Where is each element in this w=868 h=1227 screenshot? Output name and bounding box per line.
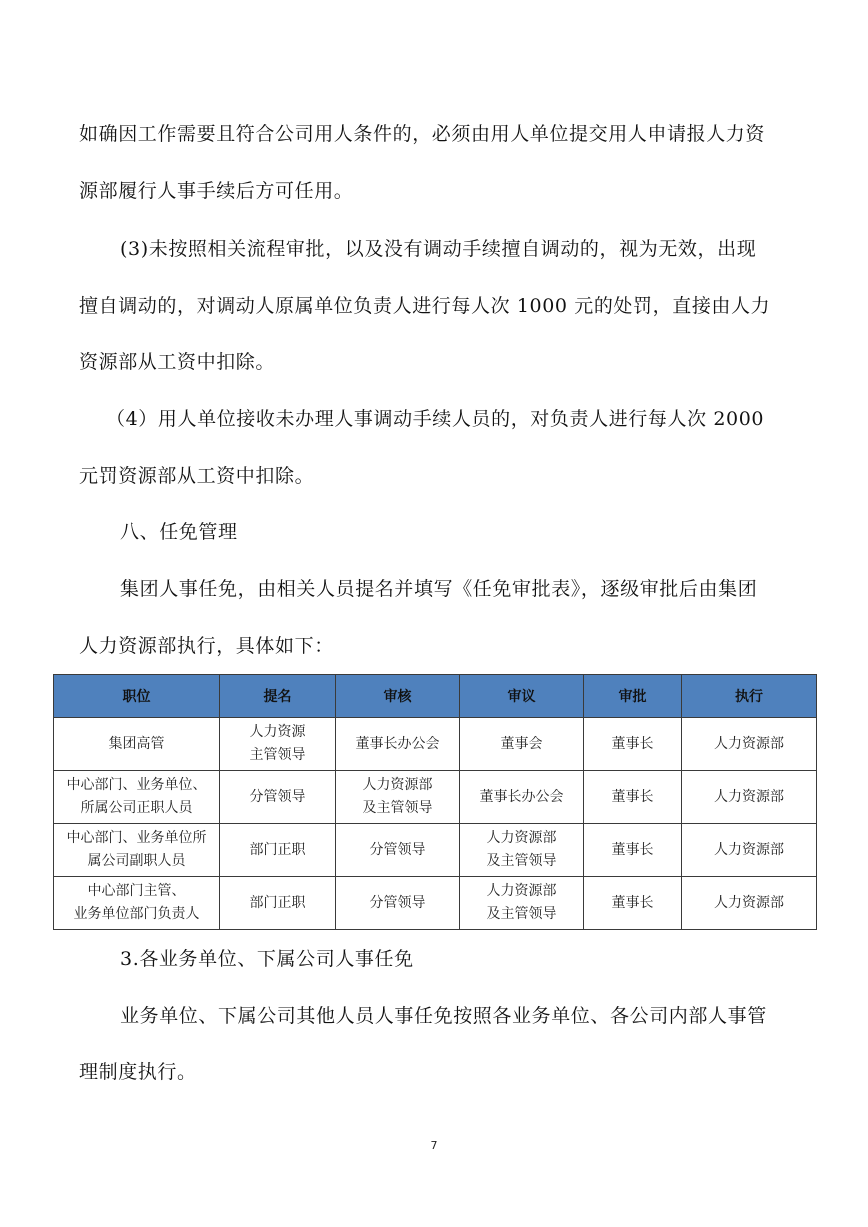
table-cell: 董事长	[584, 771, 682, 824]
paragraph-line: 人力资源部执行，具体如下：	[79, 635, 334, 657]
paragraph-line: 元罚资源部从工资中扣除。	[79, 465, 315, 487]
table-cell: 人力资源部	[682, 771, 817, 824]
table-cell: 部门正职	[220, 877, 336, 930]
paragraph-line: 业务单位、下属公司其他人员人事任免按照各业务单位、各公司内部人事管	[120, 1005, 767, 1027]
paragraph-line: 资源部从工资中扣除。	[79, 351, 276, 373]
paragraph-line: 源部履行人事手续后方可任用。	[79, 180, 354, 202]
table-cell: 人力资源部	[682, 718, 817, 771]
table-cell: 董事长办公会	[336, 718, 460, 771]
table-cell: 人力资源部 及主管领导	[460, 824, 584, 877]
table-cell: 人力资源部	[682, 824, 817, 877]
table-cell: 分管领导	[220, 771, 336, 824]
table-row	[54, 771, 817, 824]
table-cell: 董事长	[584, 877, 682, 930]
column-header-approve: 审批	[584, 675, 682, 718]
paragraph-line: 如确因工作需要且符合公司用人条件的，必须由用人单位提交用人申请报人力资	[79, 123, 766, 145]
table-cell: 中心部门主管、 业务单位部门负责人	[54, 877, 220, 930]
paragraph-line: 擅自调动的，对调动人原属单位负责人进行每人次 1000 元的处罚，直接由人力	[79, 295, 771, 317]
paragraph-line: （4）用人单位接收未办理人事调动手续人员的，对负责人进行每人次 2000	[106, 408, 765, 430]
table-row	[54, 718, 817, 771]
table-cell: 中心部门、业务单位、 所属公司正职人员	[54, 771, 220, 824]
table-header-row	[54, 675, 817, 718]
column-header-nominate: 提名	[220, 675, 336, 718]
table-cell: 人力资源部 及主管领导	[460, 877, 584, 930]
table-cell: 分管领导	[336, 877, 460, 930]
table-cell: 人力资源 主管领导	[220, 718, 336, 771]
table-cell: 董事长	[584, 718, 682, 771]
table-cell: 董事长办公会	[460, 771, 584, 824]
table-cell: 分管领导	[336, 824, 460, 877]
table-cell: 人力资源部 及主管领导	[336, 771, 460, 824]
table-cell: 部门正职	[220, 824, 336, 877]
table-cell: 中心部门、业务单位所 属公司副职人员	[54, 824, 220, 877]
column-header-execute: 执行	[682, 675, 817, 718]
page-number: 7	[430, 1139, 438, 1152]
column-header-position: 职位	[54, 675, 220, 718]
table-cell: 集团高管	[54, 718, 220, 771]
column-header-review: 审核	[336, 675, 460, 718]
column-header-deliberate: 审议	[460, 675, 584, 718]
paragraph-line: 集团人事任免，由相关人员提名并填写《任免审批表》，逐级审批后由集团	[120, 578, 758, 600]
paragraph-line: (3)未按照相关流程审批，以及没有调动手续擅自调动的，视为无效，出现	[120, 238, 757, 260]
subheading: 3.各业务单位、下属公司人事任免	[120, 948, 414, 970]
table-cell: 人力资源部	[682, 877, 817, 930]
paragraph-line: 理制度执行。	[79, 1061, 197, 1083]
table-row	[54, 877, 817, 930]
table-cell: 董事会	[460, 718, 584, 771]
section-heading: 八、任免管理	[120, 521, 238, 543]
table-cell: 董事长	[584, 824, 682, 877]
table-row	[54, 824, 817, 877]
appointment-approval-table	[53, 674, 817, 930]
